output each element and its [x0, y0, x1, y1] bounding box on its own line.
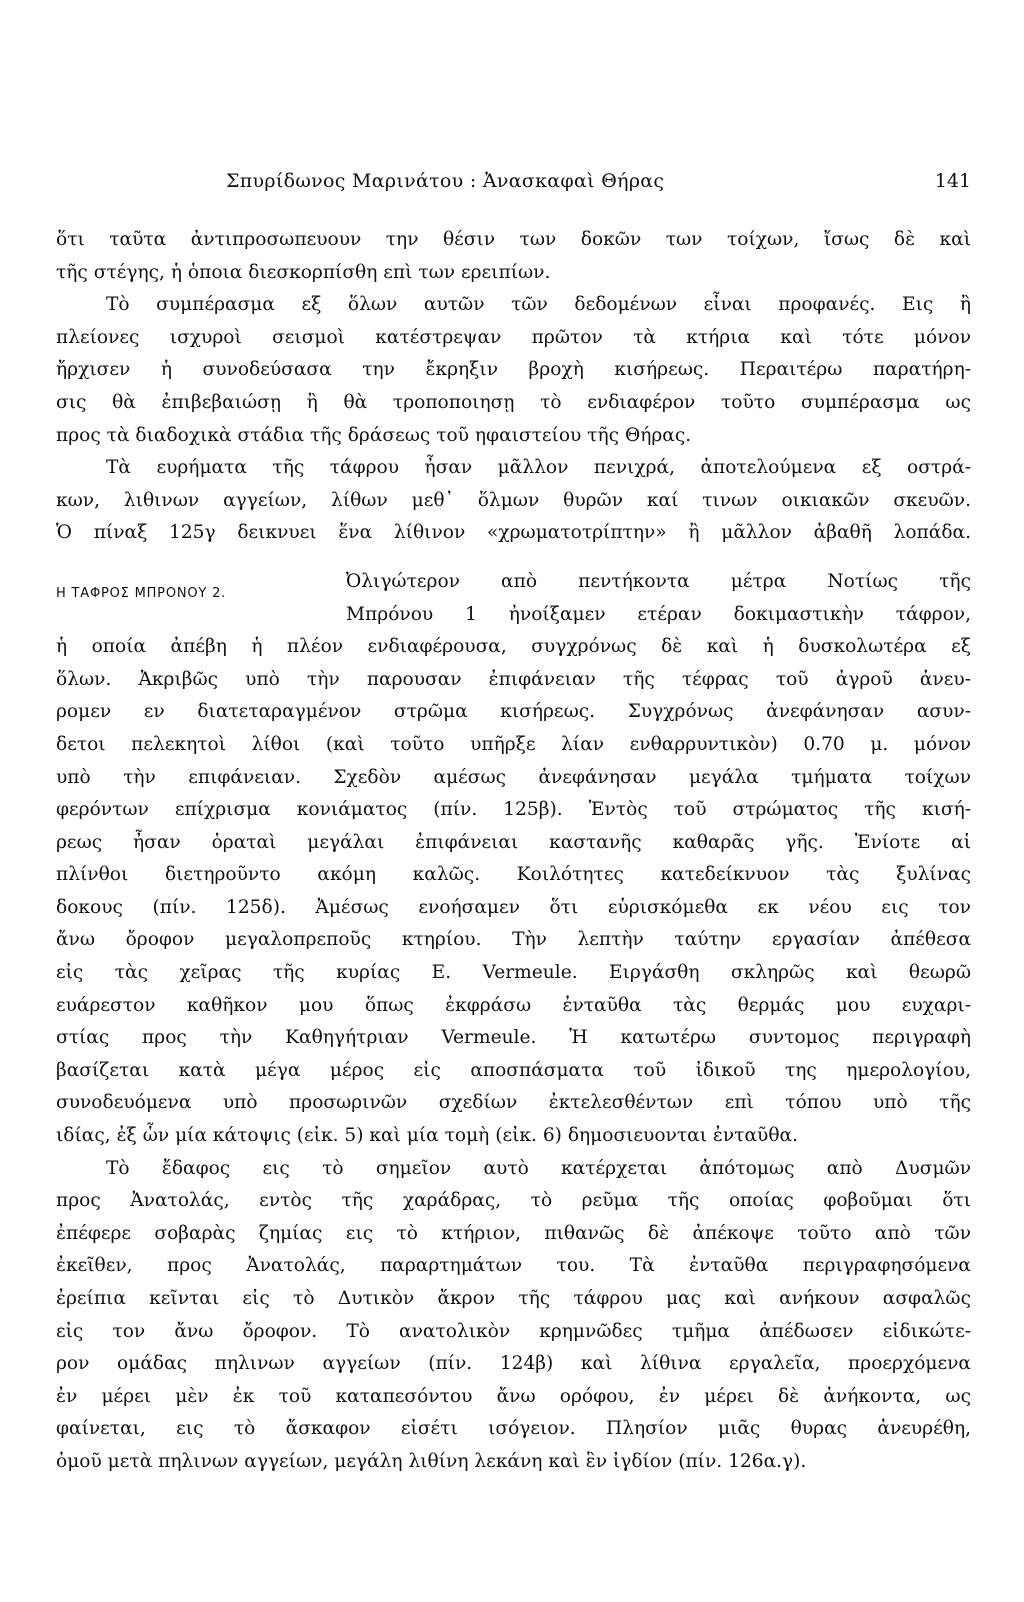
text-line: πλείονες ισχυροὶ σεισμοὶ κατέστρεψαν πρῶτον τὰ κτήρια καὶ τότε μόνον	[56, 326, 971, 348]
text-line: ευάρεστον καθῆκον μου ὅπως ἐκφράσω ἐνταῦθα τὰς θερμάς μου ευχαρι-	[56, 994, 971, 1016]
text-line: ἐκεῖθεν, προς Ἀνατολάς, παραρτημάτων του. Τὰ ἐνταῦθα περιγραφησόμενα	[56, 1255, 971, 1277]
text-line: προς τὰ διαδοχικὰ στάδια τῆς δράσεως τοῦ ηφαιστείου τῆς Θήρας.	[56, 424, 692, 446]
text-line: εἰς τον ἄνω ὄροφον. Τὸ ανατολικὸν κρημνῶδες τμῆμα ἀπέδωσεν εἰδικώτε-	[56, 1320, 971, 1342]
text-line: βασίζεται κατὰ μέγα μέρος εἰς αποσπάσματα τοῦ ἰδικοῦ της ημερολογίου,	[56, 1059, 971, 1081]
body-text	[56, 224, 971, 1479]
text-line: ὁμοῦ μετὰ πηλινων αγγείων, μεγάλη λιθίνη λεκάνη καὶ ἓν ἰγδίον (πίν. 126α.γ).	[56, 1450, 807, 1472]
paragraph	[56, 224, 971, 289]
text-line: Τὰ ευρήματα τῆς τάφρου ἦσαν μᾶλλον πενιχρά, ἀποτελούμενα εξ οστρά-	[106, 457, 971, 479]
text-line: Ὁ πίναξ 125γ δεικνυει ἕνα λίθινον «χρωματοτρίπτην» ἢ μᾶλλον ἀβαθῆ λοπάδα.	[56, 522, 971, 544]
text-line: ρεως ἦσαν ὁραταὶ μεγάλαι ἐπιφάνειαι καστανῆς καθαρᾶς γῆς. Ἐνίοτε αἱ	[56, 831, 971, 853]
text-line: Μπρόνου 1 ἠνοίξαμεν ετέραν δοκιμαστικὴν τάφρον,	[346, 603, 971, 625]
running-header	[226, 168, 971, 194]
paragraph	[56, 1153, 971, 1479]
text-line: Ὀλιγώτερον απὸ πεντήκοντα μέτρα Νοτίως τῆς	[346, 570, 971, 592]
text-line: ὅτι ταῦτα ἀντιπροσωπευουν την θέσιν των δοκῶν των τοίχων, ἴσως δὲ καὶ	[56, 229, 971, 250]
text-line: ἄνω ὄροφον μεγαλοπρεποῦς κτηρίου. Τὴν λεπτὴν ταύτην εργασίαν ἀπέθεσα	[56, 929, 971, 951]
text-line: στίας προς τὴν Καθηγήτριαν Vermeule. Ἡ κατωτέρω συντομος περιγραφὴ	[56, 1027, 971, 1049]
text-line: υπὸ τὴν επιφάνειαν. Σχεδὸν αμέσως ἀνεφάνησαν μεγάλα τμήματα τοίχων	[56, 766, 971, 788]
text-line: σις θὰ ἐπιβεβαιώσῃ ἢ θὰ τροποποιησῃ τὸ ενδιαφέρον τοῦτο συμπέρασμα ως	[56, 391, 971, 413]
text-line: εἰς τὰς χεῖρας τῆς κυρίας E. Vermeule. Ειργάσθη σκληρῶς καὶ θεωρῶ	[56, 962, 971, 984]
text-line: ἐν μέρει μὲν ἐκ τοῦ καταπεσόντου ἄνω ορόφου, ἐν μέρει δὲ ἀνήκοντα, ως	[56, 1385, 971, 1407]
text-line: ἐρείπια κεῖνται εἰς τὸ Δυτικὸν ἄκρον τῆς τάφρου μας καὶ ανήκουν ασφαλῶς	[56, 1288, 971, 1309]
text-line: Τὸ συμπέρασμα εξ ὅλων αυτῶν τῶν δεδομένων εἶναι προφανές. Εις ἢ	[106, 294, 971, 316]
text-line: συνοδευόμενα υπὸ προσωρινῶν σχεδίων ἐκτελεσθέντων επὶ τόπου υπὸ τῆς	[56, 1092, 971, 1114]
text-line: ἤρχισεν ἡ συνοδεύσασα την ἔκρηξιν βροχὴ κισήρεως. Περαιτέρω παρατήρη-	[56, 359, 971, 381]
text-line: ρομεν εν διατεταραγμένον στρῶμα κισήρεως. Συγχρόνως ἀνεφάνησαν ασυν-	[56, 701, 971, 723]
text-line: πλίνθοι διετηροῦντο ακόμη καλῶς. Κοιλότητες κατεδείκνυον τὰς ξυλίνας	[56, 864, 971, 886]
paragraph-with-side-heading	[56, 566, 971, 1153]
text-line: κων, λιθινων αγγείων, λίθων μεθ᾽ ὅλμων θυρῶν καί τινων οικιακῶν σκευῶν.	[56, 489, 971, 511]
text-line: ιδίας, ἐξ ὧν μία κάτοψις (εἰκ. 5) καὶ μία τομὴ (εἰκ. 6) δημοσιευονται ἐνταῦθα.	[56, 1125, 798, 1147]
text-line: φαίνεται, εις τὸ ἄσκαφον εἰσέτι ισόγειον. Πλησίον μιᾶς θυρας ἀνευρέθη,	[56, 1418, 971, 1440]
text-line: φερόντων επίχρισμα κονιάματος (πίν. 125β). Ἐντὸς τοῦ στρώματος τῆς κισή-	[56, 799, 971, 821]
text-line: δετοι πελεκητοὶ λίθοι (καὶ τοῦτο υπῆρξε λίαν ενθαρρυντικὸν) 0.70 μ. μόνον	[56, 733, 971, 755]
page	[56, 168, 971, 1479]
text-line: ρον ομάδας πηλινων αγγείων (πίν. 124β) καὶ λίθινα εργαλεῖα, προερχόμενα	[56, 1353, 971, 1375]
text-line: τῆς στέγης, ἡ ὁποια διεσκορπίσθη επὶ των ερειπίων.	[56, 261, 551, 283]
text-line: προς Ἀνατολάς, εντὸς τῆς χαράδρας, τὸ ρεῦμα τῆς οποίας φοβοῦμαι ὅτι	[56, 1190, 971, 1212]
section-heading: Η ΤΑΦΡΟΣ ΜΠΡΟΝΟΥ 2.	[56, 585, 227, 601]
paragraph	[56, 289, 971, 452]
text-line: ἡ οποία ἀπέβη ἡ πλέον ενδιαφέρουσα, συγχρόνως δὲ καὶ ἡ δυσκολωτέρα εξ	[56, 636, 971, 658]
text-line: δοκους (πίν. 125δ). Ἀμέσως ενοήσαμεν ὅτι εὑρισκόμεθα εκ νέου εις τον	[56, 896, 971, 918]
page-number: 141	[934, 170, 971, 192]
text-line: ἐπέφερε σοβαρὰς ζημίας εις τὸ κτήριον, πιθανῶς δὲ ἀπέκοψε τοῦτο απὸ τῶν	[56, 1222, 971, 1244]
text-line: Τὸ ἔδαφος εις τὸ σημεῖον αυτὸ κατέρχεται ἀπότομως απὸ Δυσμῶν	[106, 1157, 971, 1179]
running-title: Σπυρίδωνος Μαρινάτου : Ἀνασκαφαὶ Θήρας	[226, 170, 665, 192]
text-line: ὅλων. Ἀκριβῶς υπὸ τὴν παρουσαν ἐπιφάνειαν τῆς τέφρας τοῦ ἀγροῦ ἀνευ-	[56, 668, 971, 690]
paragraph	[56, 452, 971, 550]
